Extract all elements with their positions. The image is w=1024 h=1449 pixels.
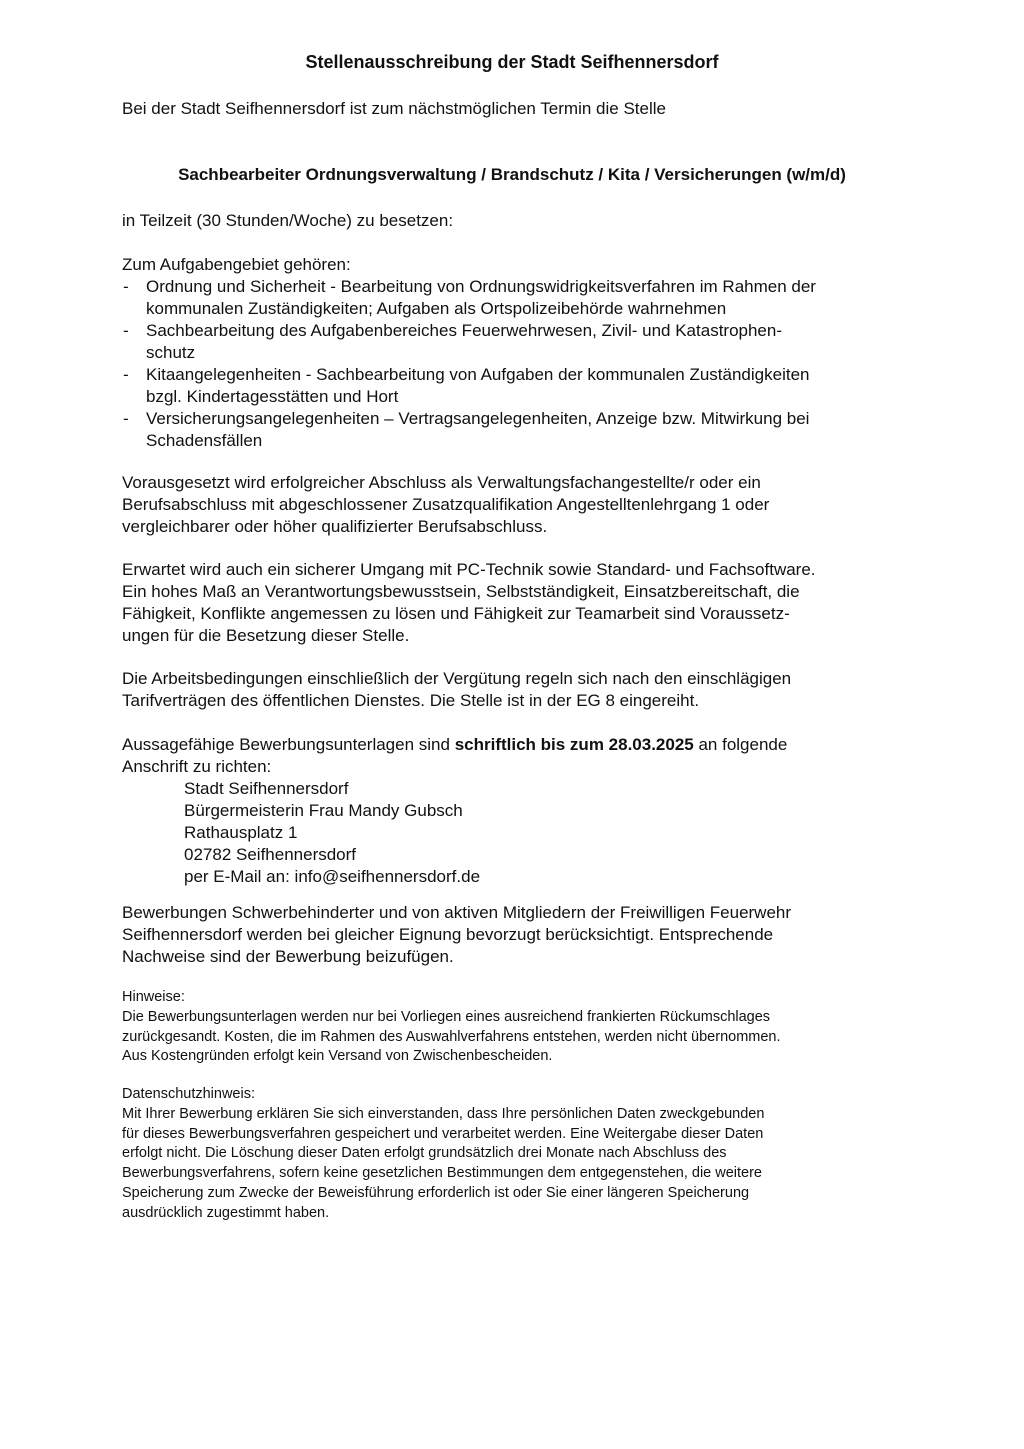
privacy-heading: Datenschutzhinweis:	[122, 1086, 255, 1102]
address-line: Stadt Seifhennersdorf	[184, 779, 349, 798]
expectations-line: Ein hohes Maß an Verantwortungsbewusstsein, Selbstständigkeit, Einsatzbereitschaft, die	[122, 582, 800, 601]
address-line: Bürgermeisterin Frau Mandy Gubsch	[184, 801, 463, 820]
task-line: Ordnung und Sicherheit - Bearbeitung von Ordnungswidrigkeitsverfahren im Rahmen der	[146, 277, 816, 296]
application-prefix: Aussagefähige Bewerbungsunterlagen sind	[122, 735, 455, 754]
preference-line: Seifhennersdorf werden bei gleicher Eignung bevorzugt berücksichtigt. Entsprechende	[122, 925, 774, 944]
notes-heading: Hinweise:	[122, 989, 185, 1005]
requirements-line: Berufsabschluss mit abgeschlossener Zusatzqualifikation Angestelltenlehrgang 1 oder	[122, 495, 770, 514]
application-deadline: schriftlich bis zum 28.03.2025	[454, 735, 694, 754]
intro-paragraph	[122, 98, 912, 120]
notes-line: zurückgesandt. Kosten, die im Rahmen des Auswahlverfahrens entstehen, werden nicht übernommen.	[122, 1028, 781, 1045]
privacy-section	[122, 1085, 922, 1224]
address-line: 02782 Seifhennersdorf	[184, 845, 357, 864]
notes-line: Aus Kostengründen erfolgt kein Versand von Zwischenbescheiden.	[122, 1048, 553, 1065]
conditions-line: Die Arbeitsbedingungen einschließlich der Vergütung regeln sich nach den einschlägigen	[122, 669, 792, 688]
tasks-section	[122, 254, 912, 452]
expectations-line: Fähigkeit, Konflikte angemessen zu lösen und Fähigkeit zur Teamarbeit sind Voraussetz-	[122, 604, 790, 623]
conditions-line: Tarifverträgen des öffentlichen Dienstes. Die Stelle ist in der EG 8 eingereiht.	[122, 691, 700, 710]
conditions-paragraph	[122, 668, 912, 712]
application-paragraph	[122, 734, 912, 888]
application-suffix: an folgende	[693, 735, 788, 754]
expectations-line: ungen für die Besetzung dieser Stelle.	[122, 626, 410, 645]
preference-paragraph	[122, 902, 912, 968]
task-item	[122, 408, 912, 452]
task-line: schutz	[146, 343, 196, 362]
privacy-line: für dieses Bewerbungsverfahren gespeichert und verarbeitet werden. Eine Weitergabe dieser Daten	[122, 1125, 764, 1142]
expectations-line: Erwartet wird auch ein sicherer Umgang mit PC-Technik sowie Standard- und Fachsoftware.	[122, 560, 816, 579]
task-line: bzgl. Kindertagesstätten und Hort	[146, 387, 399, 406]
requirements-line: vergleichbarer oder höher qualifizierter Berufsabschluss.	[122, 517, 548, 536]
position-title: Sachbearbeiter Ordnungsverwaltung / Brandschutz / Kita / Versicherungen (w/m/d)	[178, 165, 846, 184]
address-block	[122, 778, 912, 888]
expectations-paragraph	[122, 559, 912, 647]
task-line: Versicherungsangelegenheiten – Vertragsangelegenheiten, Anzeige bzw. Mitwirkung bei	[146, 409, 810, 428]
address-line: Rathausplatz 1	[184, 823, 298, 842]
privacy-line: Bewerbungsverfahrens, sofern keine gesetzlichen Bestimmungen dem entgegenstehen, die weitere	[122, 1165, 762, 1182]
part-time-text: in Teilzeit (30 Stunden/Woche) zu besetzen:	[122, 211, 454, 230]
tasks-list	[122, 276, 912, 452]
notes-line: Die Bewerbungsunterlagen werden nur bei Vorliegen eines ausreichend frankierten Rückumschlages	[122, 1008, 771, 1025]
preference-line: Bewerbungen Schwerbehinderter und von aktiven Mitgliedern der Freiwilligen Feuerwehr	[122, 903, 792, 922]
document-title: Stellenausschreibung der Stadt Seifhennersdorf	[305, 52, 719, 72]
list-dash: -	[123, 409, 129, 428]
task-line: Kitaangelegenheiten - Sachbearbeitung von Aufgaben der kommunalen Zuständigkeiten	[146, 365, 810, 384]
part-time-paragraph	[122, 210, 912, 232]
list-dash: -	[123, 321, 129, 340]
task-item	[122, 364, 912, 408]
task-line: kommunalen Zuständigkeiten; Aufgaben als Ortspolizeibehörde wahrnehmen	[146, 299, 727, 318]
intro-text: Bei der Stadt Seifhennersdorf ist zum nächstmöglichen Termin die Stelle	[122, 99, 666, 118]
privacy-line: erfolgt nicht. Die Löschung dieser Daten erfolgt grundsätzlich drei Monate nach Abschluss des	[122, 1145, 727, 1162]
privacy-line: ausdrücklich zugestimmt haben.	[122, 1204, 330, 1221]
list-dash: -	[123, 365, 129, 384]
requirements-line: Vorausgesetzt wird erfolgreicher Abschluss als Verwaltungsfachangestellte/r oder ein	[122, 473, 761, 492]
privacy-line: Speicherung zum Zwecke der Beweisführung erforderlich ist oder Sie einer längeren Speicherung	[122, 1184, 750, 1201]
notes-section	[122, 988, 922, 1067]
task-item	[122, 320, 912, 364]
address-email-line: per E-Mail an: info@seifhennersdorf.de	[184, 867, 481, 886]
preference-line: Nachweise sind der Bewerbung beizufügen.	[122, 947, 454, 966]
task-line: Schadensfällen	[146, 431, 263, 450]
requirements-paragraph	[122, 472, 912, 538]
list-dash: -	[123, 277, 129, 296]
application-line	[122, 734, 912, 756]
application-line: Anschrift zu richten:	[122, 757, 272, 776]
task-item	[122, 276, 912, 320]
task-line: Sachbearbeitung des Aufgabenbereiches Feuerwehrwesen, Zivil- und Katastrophen-	[146, 321, 783, 340]
tasks-heading: Zum Aufgabengebiet gehören:	[122, 255, 351, 274]
privacy-line: Mit Ihrer Bewerbung erklären Sie sich einverstanden, dass Ihre persönlichen Daten zweckgebunden	[122, 1105, 765, 1122]
